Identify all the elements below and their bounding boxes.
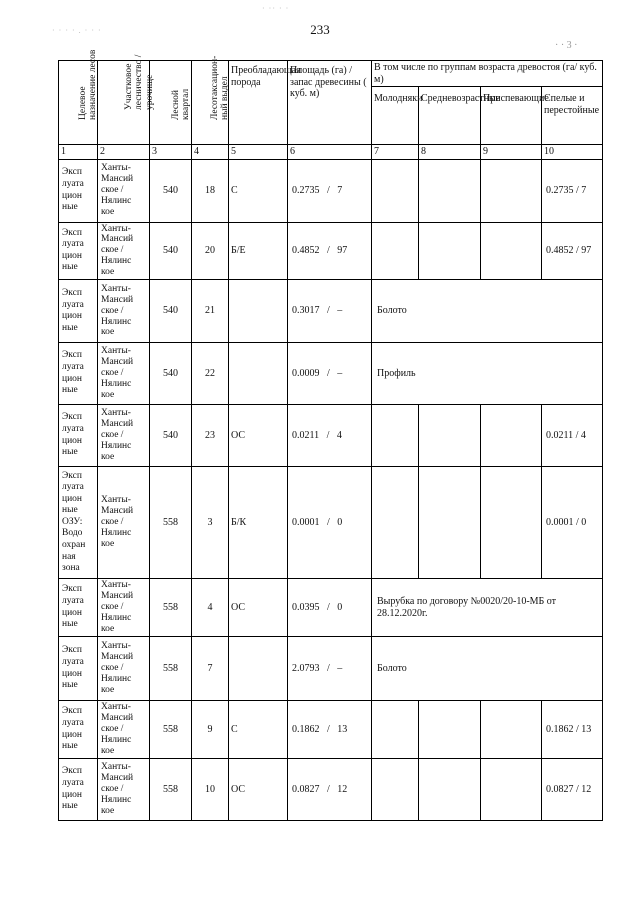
species-cell: С <box>229 701 288 759</box>
quarter-cell: 540 <box>150 159 192 222</box>
header-age-groups: В том числе по группам возраста древостоя (га/ куб. м) <box>372 61 603 87</box>
header-mature: Спелые и перестойные <box>542 87 603 145</box>
area-cell: 0.0009 / – <box>288 343 372 405</box>
middle-cell <box>419 467 481 579</box>
middle-cell <box>419 159 481 222</box>
mature-cell: 0.4852 / 97 <box>542 222 603 280</box>
forestry-cell: Ханты- Мансий ское / Нялинс кое <box>98 159 150 222</box>
page-number: 233 <box>310 22 330 37</box>
young-cell <box>372 159 419 222</box>
table-row <box>59 280 603 343</box>
header-purpose: Целевое назначение лесов <box>59 61 98 145</box>
quarter-cell: 558 <box>150 467 192 579</box>
young-cell <box>372 759 419 821</box>
species-cell: С <box>229 159 288 222</box>
species-cell <box>229 343 288 405</box>
note-cell: Болото <box>372 280 603 343</box>
purpose-cell: Эксп луата цион ные <box>59 759 98 821</box>
young-cell <box>372 222 419 280</box>
species-cell: ОС <box>229 759 288 821</box>
middle-cell <box>419 701 481 759</box>
allotment-cell: 4 <box>192 579 229 637</box>
column-number: 3 <box>150 145 192 160</box>
area-cell: 0.2735 / 7 <box>288 159 372 222</box>
area-cell: 0.0827 / 12 <box>288 759 372 821</box>
young-cell <box>372 467 419 579</box>
scan-noise: · ·· · · <box>262 4 290 13</box>
premature-cell <box>481 222 542 280</box>
area-cell: 0.4852 / 97 <box>288 222 372 280</box>
allotment-cell: 22 <box>192 343 229 405</box>
note-cell: Болото <box>372 637 603 701</box>
table-row <box>59 637 603 701</box>
column-number: 6 <box>288 145 372 160</box>
column-number: 9 <box>481 145 542 160</box>
quarter-cell: 558 <box>150 759 192 821</box>
header-area: Площадь (га) / запас древесины ( куб. м) <box>288 61 372 145</box>
column-number: 7 <box>372 145 419 160</box>
scan-noise: · · 3 · <box>555 40 578 51</box>
forestry-cell: Ханты- Мансий ское / Нялинс кое <box>98 759 150 821</box>
premature-cell <box>481 759 542 821</box>
allotment-cell: 9 <box>192 701 229 759</box>
header-species: Преобладающая порода <box>229 61 288 145</box>
forestry-cell: Ханты- Мансий ское / Нялинс кое <box>98 467 150 579</box>
table-row <box>59 579 603 637</box>
header-quarter: Лесной квартал <box>150 61 192 145</box>
header-young: Молодняки <box>372 87 419 145</box>
allotment-cell: 7 <box>192 637 229 701</box>
quarter-cell: 558 <box>150 579 192 637</box>
column-number: 2 <box>98 145 150 160</box>
note-cell: Профиль <box>372 343 603 405</box>
purpose-cell: Эксп луата цион ные <box>59 343 98 405</box>
premature-cell <box>481 467 542 579</box>
young-cell <box>372 701 419 759</box>
mature-cell: 0.0827 / 12 <box>542 759 603 821</box>
middle-cell <box>419 759 481 821</box>
forestry-cell: Ханты- Мансий ское / Нялинс кое <box>98 280 150 343</box>
allotment-cell: 3 <box>192 467 229 579</box>
purpose-cell: Эксп луата цион ные <box>59 280 98 343</box>
table-row <box>59 405 603 467</box>
area-cell: 2.0793 / – <box>288 637 372 701</box>
allotment-cell: 21 <box>192 280 229 343</box>
purpose-cell: Эксп луата цион ные <box>59 222 98 280</box>
column-number: 5 <box>229 145 288 160</box>
premature-cell <box>481 405 542 467</box>
table-row <box>59 159 603 222</box>
quarter-cell: 540 <box>150 280 192 343</box>
middle-cell <box>419 222 481 280</box>
forest-allotment-table <box>58 49 603 821</box>
quarter-cell: 540 <box>150 343 192 405</box>
quarter-cell: 540 <box>150 222 192 280</box>
table-row <box>59 759 603 821</box>
species-cell: ОС <box>229 405 288 467</box>
purpose-cell: Эксп луата цион ные ОЗУ: Водо охран ная зона <box>59 467 98 579</box>
table-row <box>59 343 603 405</box>
column-number: 4 <box>192 145 229 160</box>
area-cell: 0.1862 / 13 <box>288 701 372 759</box>
table-row <box>59 222 603 280</box>
header-premature: Приспевающие <box>481 87 542 145</box>
header-middle: Средневозрастные <box>419 87 481 145</box>
species-cell: Б/Е <box>229 222 288 280</box>
column-number: 10 <box>542 145 603 160</box>
header-forestry: Участковое лесничество / урочище <box>98 61 150 145</box>
quarter-cell: 558 <box>150 637 192 701</box>
forestry-cell: Ханты- Мансий ское / Нялинс кое <box>98 701 150 759</box>
species-cell: Б/К <box>229 467 288 579</box>
table-row <box>59 467 603 579</box>
purpose-cell: Эксп луата цион ные <box>59 405 98 467</box>
forestry-cell: Ханты- Мансий ское / Нялинс кое <box>98 405 150 467</box>
header-allotment: Лесотаксацион- ный выдел <box>192 61 229 145</box>
species-cell <box>229 637 288 701</box>
column-number: 8 <box>419 145 481 160</box>
forestry-cell: Ханты- Мансий ское / Нялинс кое <box>98 343 150 405</box>
area-cell: 0.0001 / 0 <box>288 467 372 579</box>
species-cell: ОС <box>229 579 288 637</box>
premature-cell <box>481 701 542 759</box>
mature-cell: 0.0211 / 4 <box>542 405 603 467</box>
allotment-cell: 23 <box>192 405 229 467</box>
quarter-cell: 540 <box>150 405 192 467</box>
mature-cell: 0.2735 / 7 <box>542 159 603 222</box>
purpose-cell: Эксп луата цион ные <box>59 159 98 222</box>
area-cell: 0.0395 / 0 <box>288 579 372 637</box>
column-number: 1 <box>59 145 98 160</box>
purpose-cell: Эксп луата цион ные <box>59 579 98 637</box>
forestry-cell: Ханты- Мансий ское / Нялинс кое <box>98 579 150 637</box>
purpose-cell: Эксп луата цион ные <box>59 637 98 701</box>
mature-cell: 0.0001 / 0 <box>542 467 603 579</box>
young-cell <box>372 405 419 467</box>
allotment-cell: 18 <box>192 159 229 222</box>
area-cell: 0.0211 / 4 <box>288 405 372 467</box>
note-cell: Вырубка по договору №0020/20-10-МБ от 28.12.2020г. <box>372 579 603 637</box>
quarter-cell: 558 <box>150 701 192 759</box>
area-cell: 0.3017 / – <box>288 280 372 343</box>
forestry-cell: Ханты- Мансий ское / Нялинс кое <box>98 222 150 280</box>
purpose-cell: Эксп луата цион ные <box>59 701 98 759</box>
table-row <box>59 701 603 759</box>
allotment-cell: 10 <box>192 759 229 821</box>
forestry-cell: Ханты- Мансий ское / Нялинс кое <box>98 637 150 701</box>
middle-cell <box>419 405 481 467</box>
mature-cell: 0.1862 / 13 <box>542 701 603 759</box>
premature-cell <box>481 159 542 222</box>
header-row <box>59 61 603 87</box>
column-number-row <box>59 145 603 160</box>
scan-noise: · · · · . · · · <box>52 26 102 35</box>
allotment-cell: 20 <box>192 222 229 280</box>
species-cell <box>229 280 288 343</box>
